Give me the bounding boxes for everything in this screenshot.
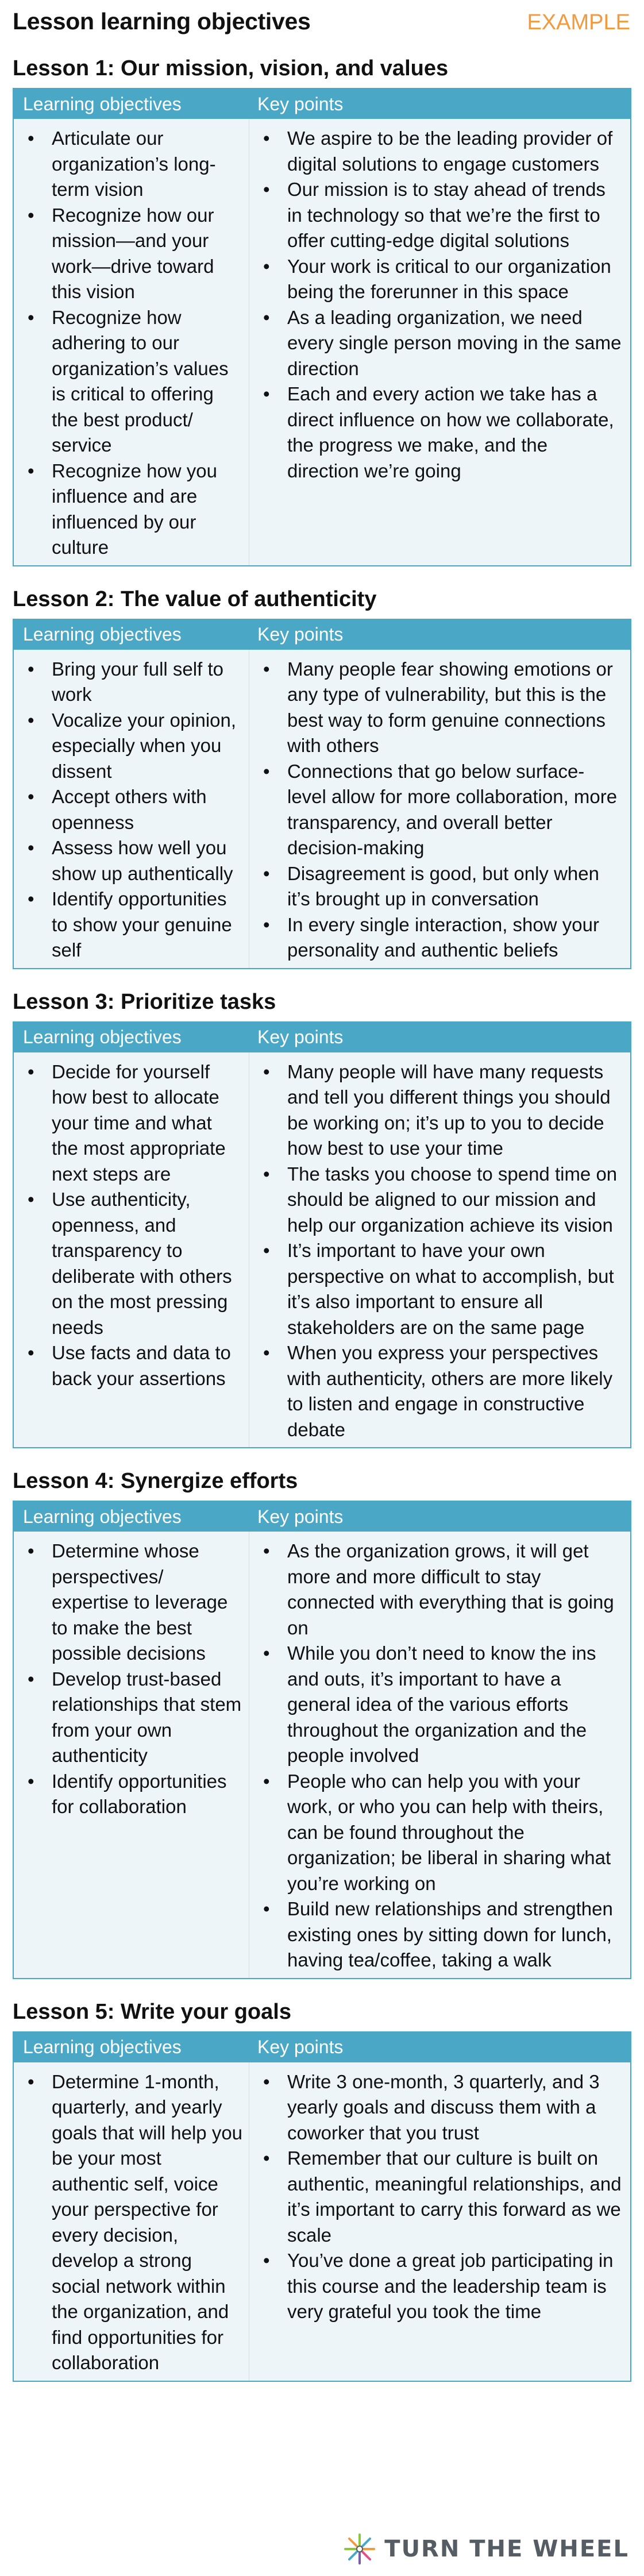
table-body [14, 650, 630, 968]
logo-text: TURN THE WHEEL [384, 2536, 629, 2562]
key-points-list [261, 126, 623, 484]
lesson-section-5 [13, 2000, 631, 2382]
key-point-item: • You’ve done a great job participating in this course and the leadership team is very grateful you took the time [261, 2248, 623, 2325]
key-points-header: Key points [257, 1506, 344, 1527]
key-points-list [261, 657, 623, 963]
objective-item: • Identify opportunities for collaboration [25, 1769, 243, 1820]
objective-item: • Bring your full self to work [25, 657, 243, 708]
star-burst-icon [343, 2532, 376, 2566]
table-header-row [14, 620, 630, 650]
table-body [14, 2062, 630, 2381]
key-point-item: • Each and every action we take has a direct influence on how we collaborate, the progress we make, and the direction we’re going [261, 381, 623, 484]
objective-item: • Recognize how our mission—and your work—drive toward this vision [25, 203, 243, 305]
key-point-item: • Your work is critical to our organization being the forerunner in this space [261, 254, 623, 305]
lesson-table [13, 1501, 631, 1979]
key-point-item: • The tasks you choose to spend time on should be aligned to our mission and help our organization achieve its vision [261, 1162, 623, 1239]
key-points-header: Key points [257, 624, 344, 645]
lesson-section-2 [13, 587, 631, 969]
key-points-cell [249, 1052, 630, 1448]
objective-item: • Accept others with openness [25, 784, 243, 835]
objective-item: • Recognize how you influence and are influenced by our culture [25, 458, 243, 561]
key-point-item: • Disagreement is good, but only when it’s brought up in conversation [261, 861, 623, 912]
table-header-row [14, 1023, 630, 1052]
objectives-header: Learning objectives [23, 2037, 182, 2057]
key-point-item: • It’s important to have your own perspective on what to accomplish, but it’s also important to ensure all stakeholders are on the same page [261, 1238, 623, 1340]
lesson-table [13, 619, 631, 969]
lesson-section-3 [13, 990, 631, 1449]
key-points-list [261, 2069, 623, 2325]
lesson-table [13, 88, 631, 566]
objectives-list [25, 126, 243, 561]
page-title: Lesson learning objectives [13, 8, 311, 34]
lesson-title: Lesson 2: The value of authenticity [13, 587, 377, 611]
lesson-section-4 [13, 1469, 631, 1979]
objective-item: • Vocalize your opinion, especially when you dissent [25, 708, 243, 785]
objective-item: • Develop trust-based relationships that stem from your own authenticity [25, 1667, 243, 1769]
key-points-cell [249, 119, 630, 565]
objectives-header: Learning objectives [23, 1027, 182, 1047]
lesson-title: Lesson 3: Prioritize tasks [13, 989, 276, 1014]
table-body [14, 119, 630, 565]
lesson-title: Lesson 5: Write your goals [13, 1999, 291, 2024]
objective-item: • Assess how well you show up authentically [25, 835, 243, 886]
key-points-list [261, 1538, 623, 1973]
table-header-row [14, 89, 630, 119]
objectives-cell [14, 1532, 249, 1978]
objective-item: • Decide for yourself how best to allocate your time and what the most appropriate next steps are [25, 1059, 243, 1187]
lesson-title: Lesson 4: Synergize efforts [13, 1469, 298, 1493]
key-points-cell [249, 2062, 630, 2381]
objective-item: • Determine 1-month, quarterly, and yearly goals that will help you be your most authentic self, voice your perspective for every decision, develop a strong social network within the organization, and find opportunities for collaboration [25, 2069, 243, 2376]
objectives-list [25, 1538, 243, 1820]
example-tag: EXAMPLE [527, 10, 630, 34]
key-points-cell [249, 1532, 630, 1978]
key-point-item: • Many people will have many requests and tell you different things you should be working on; it’s up to you to decide how best to use your time [261, 1059, 623, 1162]
objectives-cell [14, 650, 249, 968]
turn-the-wheel-logo [343, 2532, 629, 2566]
key-point-item: • As the organization grows, it will get more and more difficult to stay connected with everything that is going on [261, 1538, 623, 1641]
table-header-row [14, 1502, 630, 1532]
key-point-item: • In every single interaction, show your personality and authentic beliefs [261, 912, 623, 963]
key-point-item: • Remember that our culture is built on authentic, meaningful relationships, and it’s important to carry this forward as we scale [261, 2146, 623, 2248]
objectives-header: Learning objectives [23, 93, 182, 114]
key-points-header: Key points [257, 93, 344, 114]
key-point-item: • While you don’t need to know the ins and outs, it’s important to have a general idea of the various efforts throughout the organization and the people involved [261, 1641, 623, 1769]
objectives-cell [14, 2062, 249, 2381]
key-point-item: • Many people fear showing emotions or any type of vulnerability, but this is the best way to form genuine connections with others [261, 657, 623, 759]
key-point-item: • Build new relationships and strengthen existing ones by sitting down for lunch, having tea/coffee, taking a walk [261, 1896, 623, 1973]
objectives-header: Learning objectives [23, 624, 182, 645]
objectives-list [25, 2069, 243, 2376]
key-points-header: Key points [257, 2037, 344, 2057]
key-points-header: Key points [257, 1027, 344, 1047]
key-point-item: • People who can help you with your work, or who you can help with theirs, can be found throughout the organization; be liberal in sharing what you’re working on [261, 1769, 623, 1897]
objective-item: • Recognize how adhering to our organization’s values is critical to offering the best product/ service [25, 305, 243, 458]
lesson-table [13, 2031, 631, 2382]
objectives-cell [14, 119, 249, 565]
key-point-item: • Our mission is to stay ahead of trends in technology so that we’re the first to offer cutting-edge digital solutions [261, 177, 623, 254]
key-point-item: • We aspire to be the leading provider of digital solutions to engage customers [261, 126, 623, 177]
objectives-list [25, 1059, 243, 1392]
objectives-header: Learning objectives [23, 1506, 182, 1527]
key-point-item: • When you express your perspectives with authenticity, others are more likely to listen and engage in constructive debate [261, 1340, 623, 1443]
objective-item: • Use facts and data to back your assertions [25, 1340, 243, 1391]
key-points-cell [249, 650, 630, 968]
page-header [13, 8, 631, 36]
objective-item: • Determine whose perspectives/ expertise to leverage to make the best possible decisions [25, 1538, 243, 1667]
objectives-cell [14, 1052, 249, 1448]
objective-item: • Identify opportunities to show your genuine self [25, 886, 243, 963]
key-point-item: • Connections that go below surface-level allow for more collaboration, more transparency, and overall better decision-making [261, 759, 623, 861]
lesson-table [13, 1021, 631, 1449]
objectives-list [25, 657, 243, 963]
objective-item: • Articulate our organization’s long-term vision [25, 126, 243, 203]
lesson-section-1 [13, 56, 631, 566]
lesson-title: Lesson 1: Our mission, vision, and values [13, 56, 449, 80]
objective-item: • Use authenticity, openness, and transparency to deliberate with others on the most pressing needs [25, 1187, 243, 1340]
table-body [14, 1052, 630, 1448]
key-point-item: • Write 3 one-month, 3 quarterly, and 3 yearly goals and discuss them with a coworker that you trust [261, 2069, 623, 2146]
key-points-list [261, 1059, 623, 1443]
table-header-row [14, 2033, 630, 2062]
key-point-item: • As a leading organization, we need every single person moving in the same direction [261, 305, 623, 382]
table-body [14, 1532, 630, 1978]
